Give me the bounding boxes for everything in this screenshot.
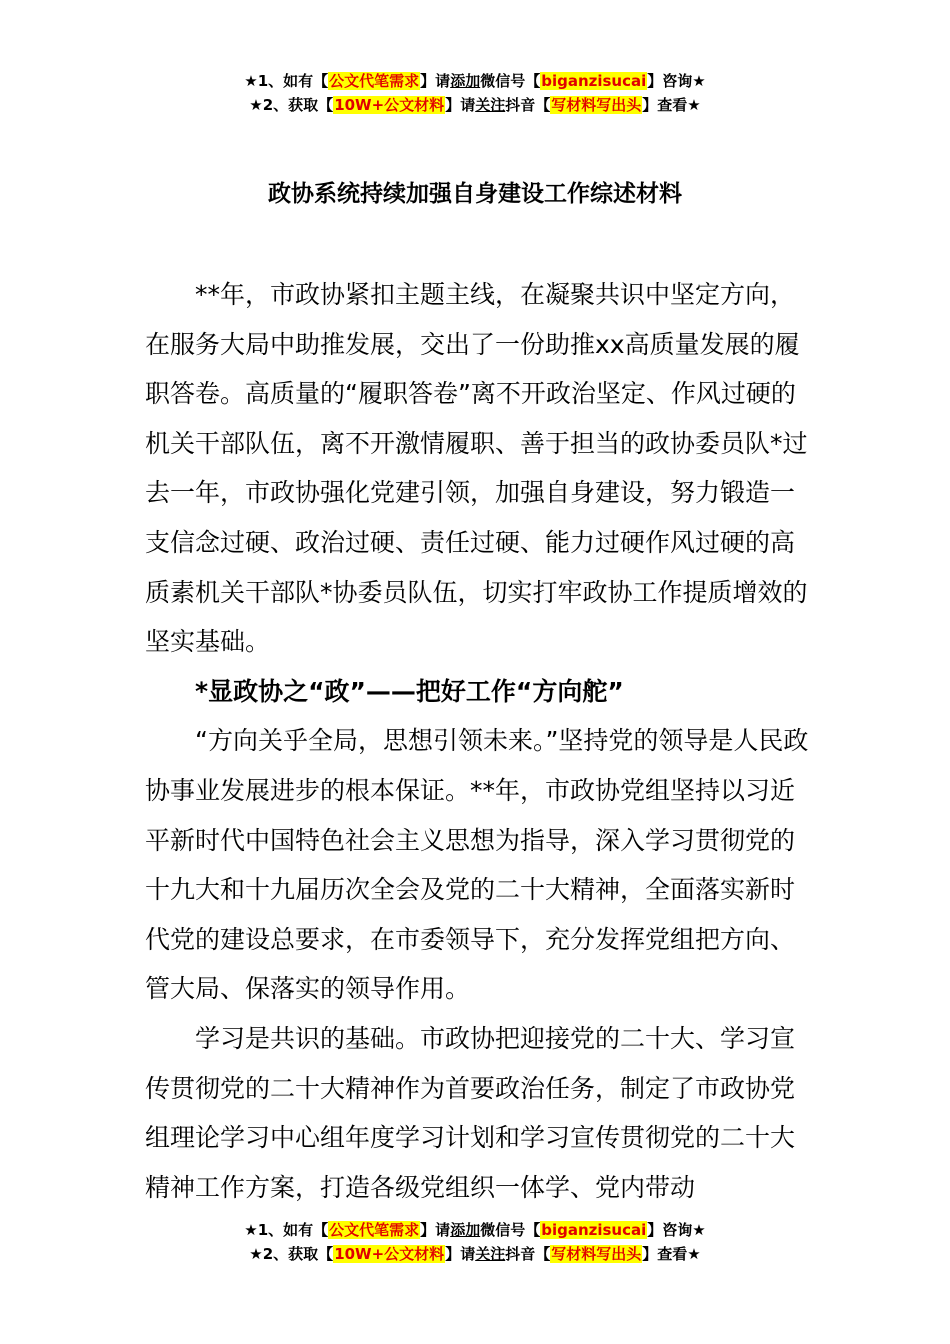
section-heading-1: *显政协之“政”——把好工作“方向舵” [195, 676, 624, 706]
paragraph-1: **年，市政协紧扣主题主线，在凝聚共识中坚定方向，在服务大局中助推发展，交出了一份助推xx高质量发展的履职答卷。高质量的“履职答卷”离不开政治坚定、作风过硬的机关干部队伍，离不开激情履职、善于担当的政协委员队*过去一年，市政协强化党建引领，加强自身建设，努力锻造一支信念过硬、政治过硬、责任过硬、能力过硬作风过硬的高质素机关干部队*协委员队伍，切实打牢政协工作提质增效的坚实基础。 [145, 280, 808, 657]
header-promo-line-2: ★2、获取【10W+公文材料】请关注抖音【写材料写出头】查看★ [249, 96, 701, 114]
promo-douyin-id: 写材料写出头 [551, 1245, 642, 1263]
promo-underline: 关注 [475, 96, 506, 114]
promo-underline: 添加 [450, 72, 481, 90]
paragraph-2: “方向关乎全局，思想引领未来。”坚持党的领导是人民政协事业发展进步的根本保证。**年，市政协党组坚持以习近平新时代中国特色社会主义思想为指导，深入学习贯彻党的十九大和十九届历次全会及党的二十大精神，全面落实新时代党的建设总要求，在市委领导下，充分发挥党组把方向、管大局、保落实的领导作用。 [145, 726, 809, 1004]
promo-underline: 添加 [450, 1221, 481, 1239]
paragraph-3: 学习是共识的基础。市政协把迎接党的二十大、学习宣传贯彻党的二十大精神作为首要政治任务，制定了市政协党组理论学习中心组年度学习计划和学习宣传贯彻党的二十大精神工作方案，打造各级党组织一体学、党内带动 [145, 1023, 796, 1202]
promo-highlight: 10W+公文材料 [334, 1245, 445, 1263]
header-promo [0, 69, 950, 117]
promo-highlight: 公文代笔需求 [329, 1221, 420, 1239]
promo-highlight: 10W+公文材料 [334, 96, 445, 114]
promo-douyin-id: 写材料写出头 [551, 96, 642, 114]
header-promo-line-1: ★1、如有【公文代笔需求】请添加微信号【biganzisucai】咨询★ [244, 72, 706, 90]
document-body [145, 270, 815, 1212]
footer-promo [0, 1218, 950, 1266]
promo-wechat-id: biganzisucai [541, 1221, 647, 1239]
footer-promo-line-2: ★2、获取【10W+公文材料】请关注抖音【写材料写出头】查看★ [249, 1245, 701, 1263]
footer-promo-line-1: ★1、如有【公文代笔需求】请添加微信号【biganzisucai】咨询★ [244, 1221, 706, 1239]
promo-wechat-id: biganzisucai [541, 72, 647, 90]
promo-underline: 关注 [475, 1245, 506, 1263]
document-title: 政协系统持续加强自身建设工作综述材料 [268, 181, 682, 207]
promo-highlight: 公文代笔需求 [329, 72, 420, 90]
